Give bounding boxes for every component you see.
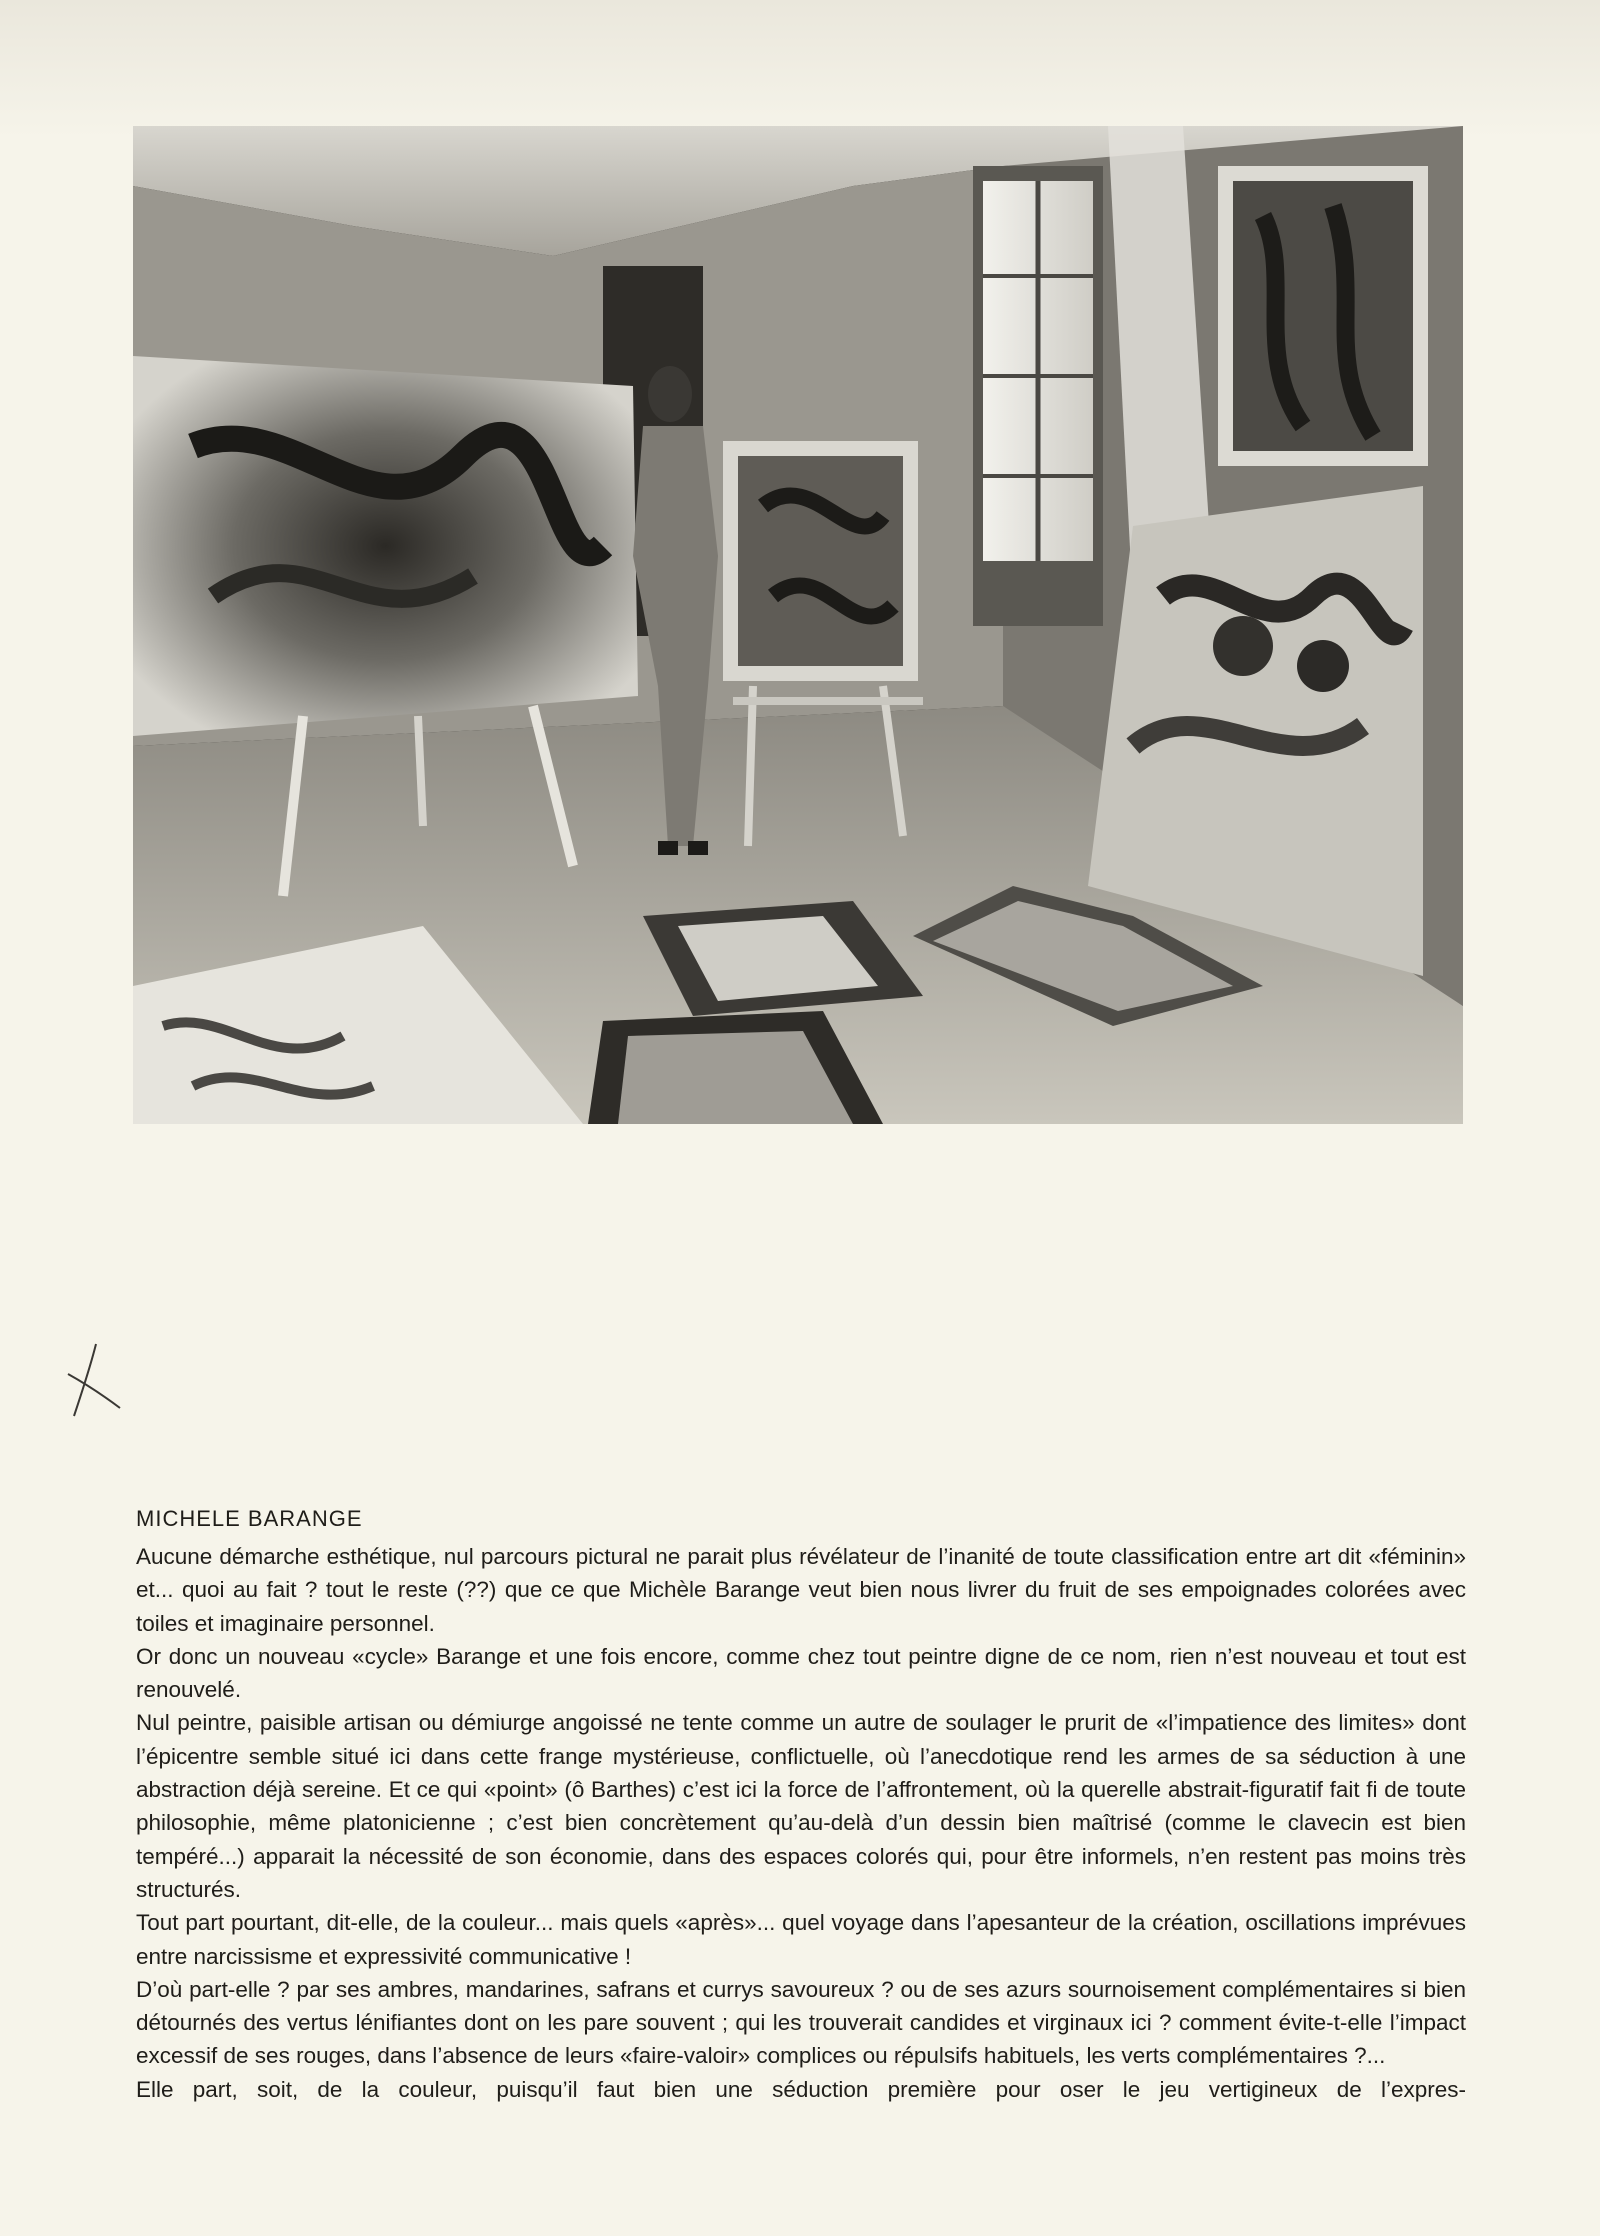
page-top-shadow: [0, 0, 1600, 140]
handwritten-x-mark: [66, 1340, 126, 1420]
article-body: [136, 1540, 1466, 2106]
paragraph: D’où part-elle ? par ses ambres, mandarines, safrans et currys savoureux ? ou de ses azurs sournoisement complémentaires si bien détournés des vertus lénifiantes dont on les pare souvent ; qui les trouverait candides et virginaux ici ? comment évite-t-elle l’impact excessif de ses rouges, dans l’absence de leurs «faire-valoir» complices ou répulsifs habituels, les verts complémentaires ?...: [136, 1976, 1466, 2069]
paragraph: Or donc un nouveau «cycle» Barange et une fois encore, comme chez tout peintre digne de ce nom, rien n’est nouveau et tout est renouvelé.: [136, 1643, 1466, 1703]
paragraph: Tout part pourtant, dit-elle, de la couleur... mais quels «après»... quel voyage dans l’apesanteur de la création, oscillations imprévues entre narcissisme et expressivité communicative !: [136, 1910, 1466, 1969]
paragraph: Aucune démarche esthétique, nul parcours pictural ne parait plus révélateur de l’inanité de toute classification entre art dit «féminin» et... quoi au fait ? tout le reste (??) que ce que Michèle Barange veut bien nous livrer du fruit de ses empoignades colorées avec toiles et imaginaire personnel.: [136, 1544, 1466, 1636]
article-title: MICHELE BARANGE: [136, 1505, 363, 1531]
studio-photograph: [133, 126, 1463, 1124]
paragraph: Nul peintre, paisible artisan ou démiurge angoissé ne tente comme un autre de soulager le prurit de «l’impatience des limites» dont l’épicentre semble situé ici dans cette frange mystérieuse, conflictuelle, où l’anecdotique rend les armes de sa séduction à une abstraction déjà sereine. Et ce qui «point» (ô Barthes) c’est ici la force de l’affrontement, où la querelle abstrait-figuratif fait fi de toute philosophie, même platonicienne ; c’est bien concrètement qu’au-delà d’un dessin bien maîtrisé (comme le clavecin est bien tempéré...) apparait la nécessité de son économie, dans des espaces colorés qui, pour être informels, n’en restent pas moins très structurés.: [136, 1710, 1466, 1902]
paragraph: Elle part, soit, de la couleur, puisqu’il faut bien une séduction première pour oser le jeu vertigineux de l’expres-: [136, 2076, 1466, 2102]
